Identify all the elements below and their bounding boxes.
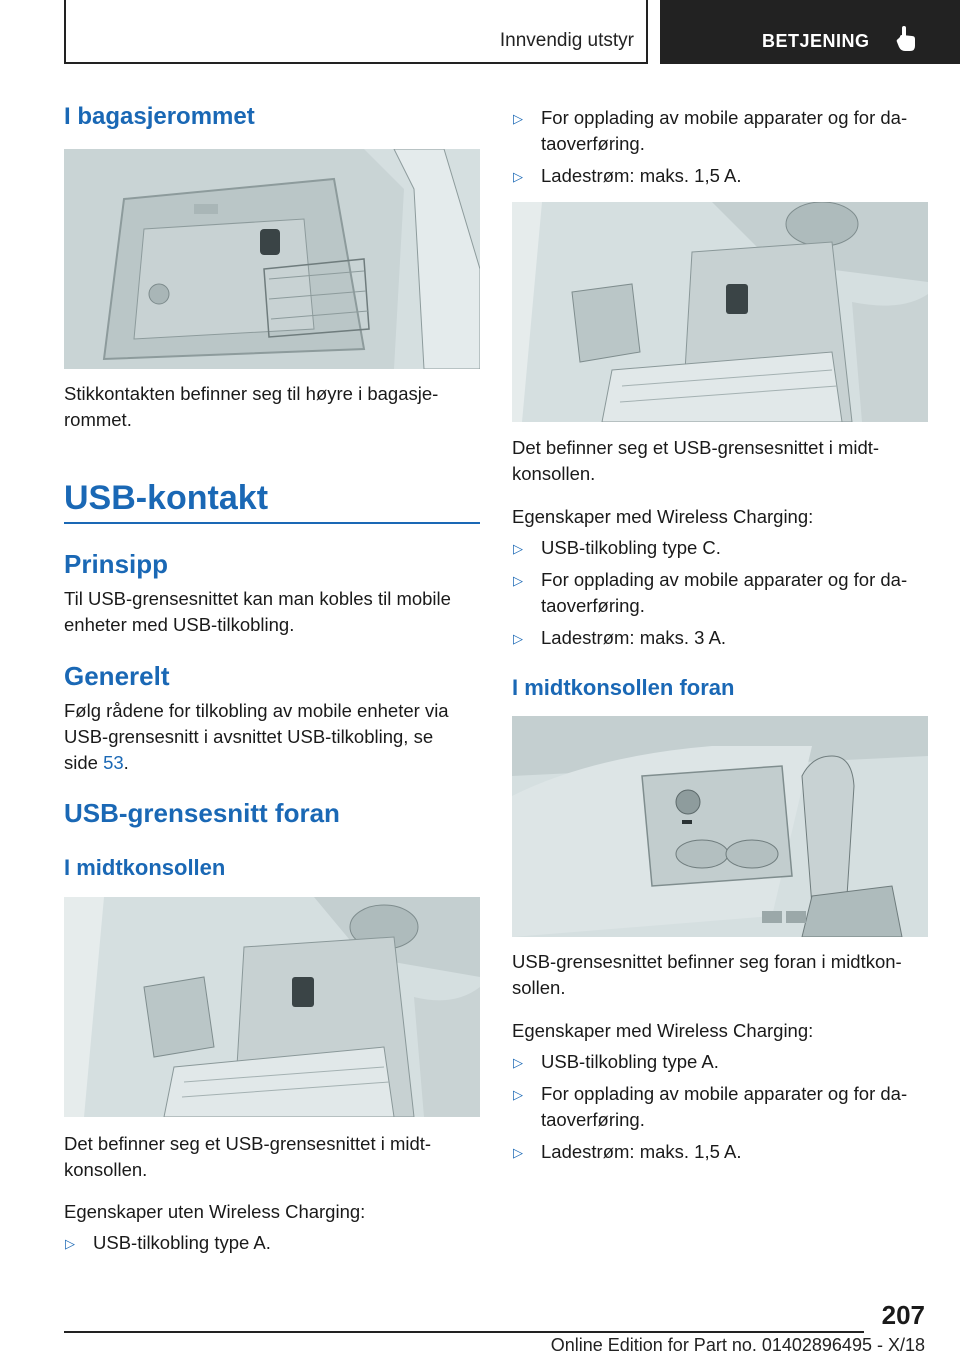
heading-trunk: I bagasjerommet xyxy=(64,103,255,130)
heading-console-front: I midtkonsollen foran xyxy=(512,675,735,700)
console-figure-right xyxy=(512,202,928,422)
heading-general: Generelt xyxy=(64,661,170,691)
right-bullet-list-bottom xyxy=(512,1049,928,1171)
bullet-triangle-icon: ▷ xyxy=(513,541,523,556)
left-bullet-list xyxy=(64,1230,480,1262)
trunk-caption: Stikkontakten befinner seg til høyre i bagasje- rommet. xyxy=(64,383,439,430)
bullet-triangle-icon: ▷ xyxy=(513,631,523,646)
right-bullet-list-top xyxy=(512,105,928,195)
bullet-text: Ladestrøm: maks. 1,5 A. xyxy=(541,1141,742,1162)
bullet-triangle-icon: ▷ xyxy=(513,1087,523,1102)
bullet-text: USB-tilkobling type C. xyxy=(541,537,721,558)
trunk-figure xyxy=(64,149,480,369)
heading-console: I midtkonsollen xyxy=(64,855,226,880)
bullet-triangle-icon: ▷ xyxy=(65,1236,75,1251)
header-section-title: Innvendig utstyr xyxy=(499,30,634,51)
chapter-rule xyxy=(64,522,480,524)
footer-edition: Online Edition for Part no. 01402896495 - X/18 xyxy=(550,1335,925,1355)
bullet-item xyxy=(512,625,928,651)
bullet-triangle-icon: ▷ xyxy=(513,1145,523,1160)
header-section-box xyxy=(64,0,648,64)
bullet-item xyxy=(512,535,928,561)
bullet-item xyxy=(64,1230,480,1256)
bullet-item xyxy=(512,1139,928,1165)
pointing-hand-icon xyxy=(896,26,918,57)
bullet-text: USB-tilkobling type A. xyxy=(93,1232,271,1253)
page-number: 207 xyxy=(881,1300,925,1330)
bullet-triangle-icon: ▷ xyxy=(513,573,523,588)
without-wc-label: Egenskaper uten Wireless Charging: xyxy=(64,1201,366,1222)
front-caption: USB-grensesnittet befinner seg foran i midtkon- sollen. xyxy=(512,951,902,998)
bullet-item xyxy=(512,1049,928,1075)
bullet-triangle-icon: ▷ xyxy=(513,111,523,126)
general-text: Følg rådene for tilkobling av mobile enheter via USB-grensesnitt i avsnittet USB-tilkobling, se side 53. xyxy=(64,700,449,773)
page-link[interactable]: 53 xyxy=(103,752,124,773)
with-wc-label-2: Egenskaper med Wireless Charging: xyxy=(512,1020,814,1041)
console-front-figure xyxy=(512,716,928,937)
console-figure-left xyxy=(64,897,480,1117)
console-caption-right: Det befinner seg et USB-grensesnittet i midt- konsollen. xyxy=(512,437,880,484)
bullet-text: Ladestrøm: maks. 1,5 A. xyxy=(541,165,742,186)
heading-principle: Prinsipp xyxy=(64,549,169,579)
bullet-text: For opplading av mobile apparater og for da- taoverføring. xyxy=(541,569,908,616)
heading-front-usb: USB-grensesnitt foran xyxy=(64,798,340,828)
bullet-item xyxy=(512,105,928,157)
bullet-item xyxy=(512,163,928,189)
bullet-triangle-icon: ▷ xyxy=(513,1055,523,1070)
header-chapter-label: BETJENING xyxy=(762,31,870,51)
bullet-text: For opplading av mobile apparater og for da- taoverføring. xyxy=(541,107,908,154)
bullet-text: For opplading av mobile apparater og for da- taoverføring. xyxy=(541,1083,908,1130)
header-chapter-tab[interactable] xyxy=(660,0,960,64)
with-wc-label: Egenskaper med Wireless Charging: xyxy=(512,506,814,527)
bullet-text: Ladestrøm: maks. 3 A. xyxy=(541,627,727,648)
bullet-text: USB-tilkobling type A. xyxy=(541,1051,719,1072)
principle-text: Til USB-grensesnittet kan man kobles til mobile enheter med USB-tilkobling. xyxy=(64,588,451,635)
console-caption-left: Det befinner seg et USB-grensesnittet i midt- konsollen. xyxy=(64,1133,432,1180)
right-bullet-list-mid xyxy=(512,535,928,657)
bullet-item xyxy=(512,1081,928,1133)
bullet-item xyxy=(512,567,928,619)
footer-rule xyxy=(64,1331,864,1333)
chapter-title: USB-kontakt xyxy=(64,479,269,517)
bullet-triangle-icon: ▷ xyxy=(513,169,523,184)
